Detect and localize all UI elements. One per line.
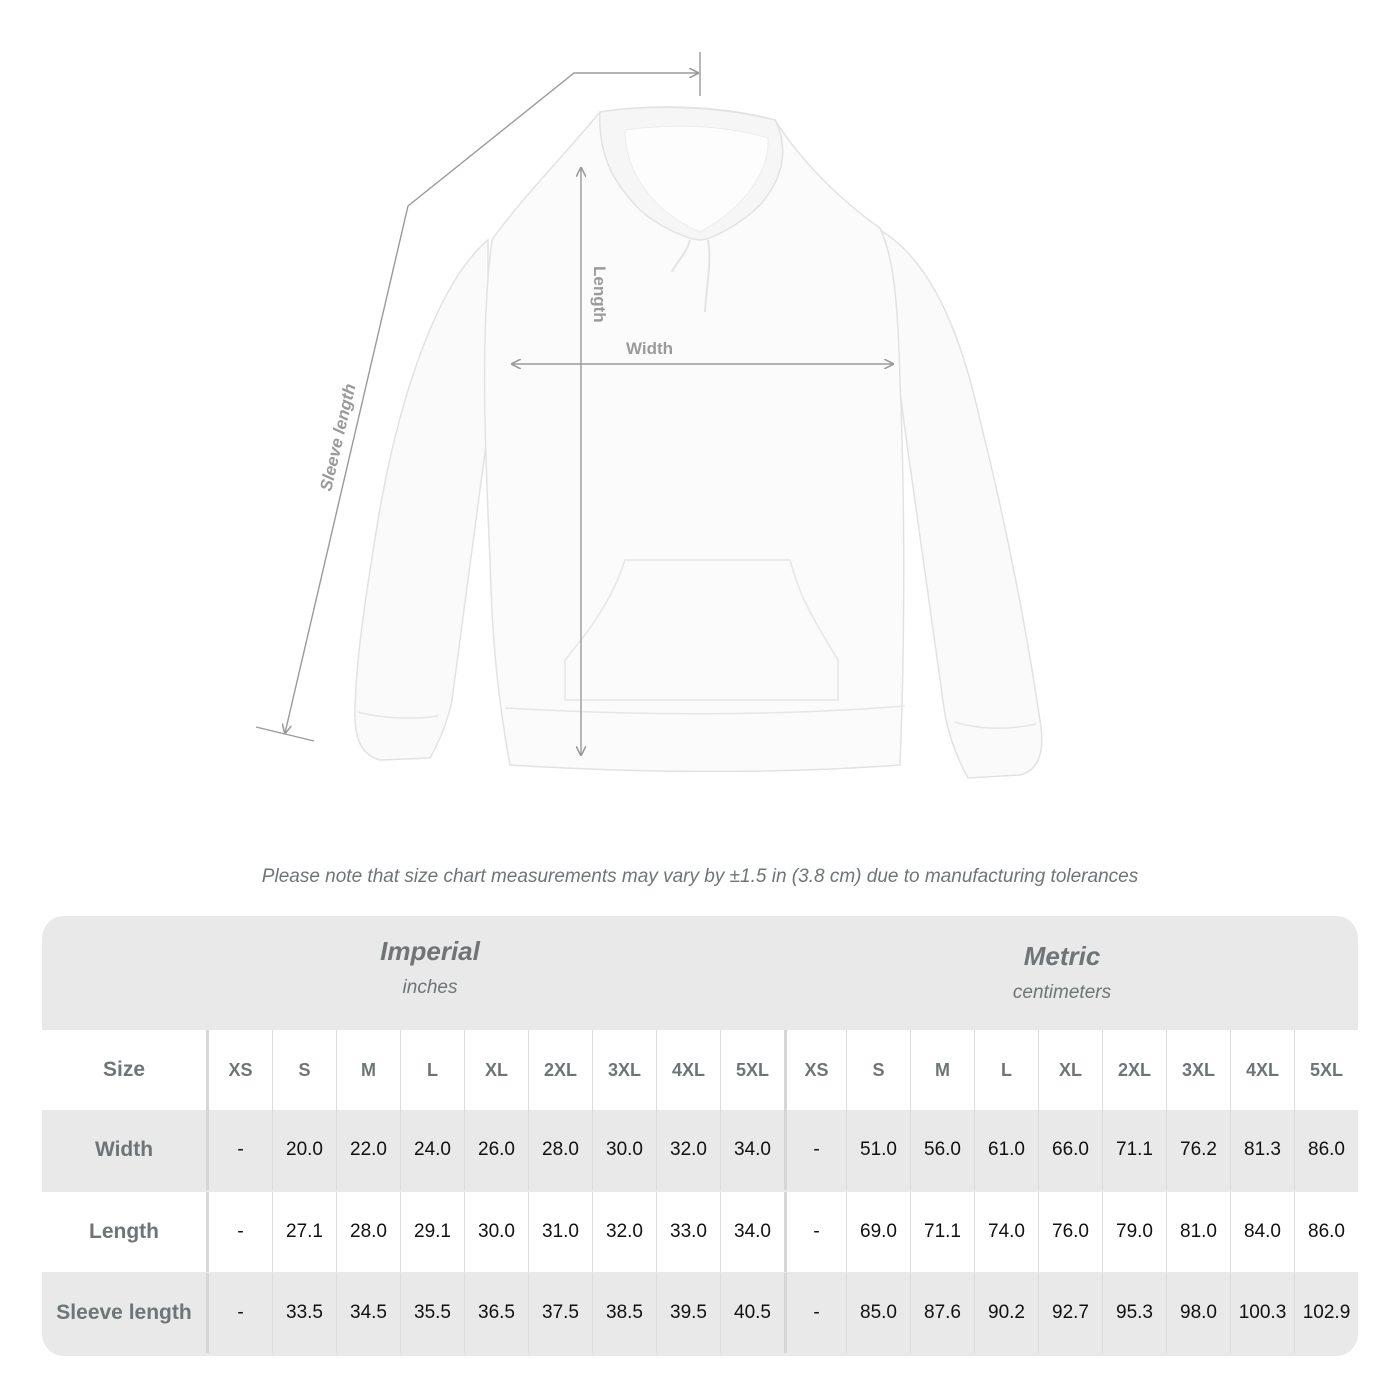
table-cell: 87.6 bbox=[910, 1273, 974, 1353]
row-label: Size bbox=[42, 1030, 209, 1110]
table-cell: 32.0 bbox=[656, 1110, 720, 1190]
size-header-cell: 3XL bbox=[592, 1030, 656, 1110]
table-cell: 74.0 bbox=[974, 1192, 1038, 1272]
left-sleeve bbox=[355, 240, 488, 760]
imperial-unit: inches bbox=[402, 977, 458, 998]
sleeve-length-label: Sleeve length bbox=[316, 381, 360, 493]
table-cell: 40.5 bbox=[720, 1273, 784, 1353]
size-header-cell: 2XL bbox=[1102, 1030, 1166, 1110]
table-cell: 86.0 bbox=[1294, 1110, 1358, 1190]
table-cell: 26.0 bbox=[464, 1110, 528, 1190]
table-cell: - bbox=[784, 1273, 846, 1353]
size-header-cell: 5XL bbox=[1294, 1030, 1358, 1110]
table-cell: 90.2 bbox=[974, 1273, 1038, 1353]
table-cell: 79.0 bbox=[1102, 1192, 1166, 1272]
length-label: Length bbox=[590, 266, 609, 323]
size-header-cell: 5XL bbox=[720, 1030, 784, 1110]
size-header-cell: 3XL bbox=[1166, 1030, 1230, 1110]
table-cell: 35.5 bbox=[400, 1273, 464, 1353]
table-cell: 100.3 bbox=[1230, 1273, 1294, 1353]
table-cell: 33.5 bbox=[272, 1273, 336, 1353]
table-cell: 84.0 bbox=[1230, 1192, 1294, 1272]
table-cell: 34.0 bbox=[720, 1110, 784, 1190]
size-header-cell: M bbox=[336, 1030, 400, 1110]
size-header-cell: L bbox=[400, 1030, 464, 1110]
table-cell: 81.3 bbox=[1230, 1110, 1294, 1190]
table-cell: 95.3 bbox=[1102, 1273, 1166, 1353]
size-header-cell: M bbox=[910, 1030, 974, 1110]
imperial-header bbox=[210, 936, 650, 999]
table-cell: 76.2 bbox=[1166, 1110, 1230, 1190]
table-cell: 71.1 bbox=[1102, 1110, 1166, 1190]
table-cell: - bbox=[237, 1221, 244, 1242]
table-cell: 20.0 bbox=[272, 1110, 336, 1190]
metric-unit: centimeters bbox=[1012, 982, 1112, 1003]
table-cell: 34.5 bbox=[336, 1273, 400, 1353]
table-cell: 69.0 bbox=[846, 1192, 910, 1272]
table-cell: 24.0 bbox=[400, 1110, 464, 1190]
table-cell: 76.0 bbox=[1038, 1192, 1102, 1272]
table-cell: 86.0 bbox=[1294, 1192, 1358, 1272]
table-cell: 29.1 bbox=[400, 1192, 464, 1272]
size-header-cell: S bbox=[272, 1030, 336, 1110]
table-cell: 85.0 bbox=[846, 1273, 910, 1353]
table-cell: 32.0 bbox=[592, 1192, 656, 1272]
size-header-cell: 4XL bbox=[656, 1030, 720, 1110]
table-cell: 36.5 bbox=[464, 1273, 528, 1353]
table-cell: 37.5 bbox=[528, 1273, 592, 1353]
table-cell: 38.5 bbox=[592, 1273, 656, 1353]
row-label: Length bbox=[42, 1192, 209, 1272]
table-cell: 34.0 bbox=[720, 1192, 784, 1272]
table-row bbox=[42, 1192, 1358, 1272]
row-label: Width bbox=[42, 1110, 209, 1190]
right-sleeve bbox=[880, 230, 1042, 778]
table-cell: 102.9 bbox=[1294, 1273, 1358, 1353]
width-label: Width bbox=[626, 339, 674, 358]
table-cell: 61.0 bbox=[974, 1110, 1038, 1190]
table-cell: 56.0 bbox=[910, 1110, 974, 1190]
hoodie-illustration bbox=[355, 107, 1042, 778]
table-cell: 28.0 bbox=[336, 1192, 400, 1272]
tolerance-note: Please note that size chart measurements may vary by ±1.5 in (3.8 cm) due to manufacturing tolerances bbox=[261, 866, 1139, 887]
size-header-row bbox=[42, 1030, 1358, 1110]
imperial-title: Imperial bbox=[380, 936, 480, 966]
table-cell: 98.0 bbox=[1166, 1273, 1230, 1353]
table-cell: 28.0 bbox=[528, 1110, 592, 1190]
table-cell: 71.1 bbox=[910, 1192, 974, 1272]
table-row bbox=[42, 1110, 1358, 1190]
size-header-cell: XS bbox=[784, 1030, 846, 1110]
size-header-cell: 2XL bbox=[528, 1030, 592, 1110]
table-cell: - bbox=[237, 1139, 244, 1160]
metric-title: Metric bbox=[1023, 941, 1101, 971]
table-cell: 33.0 bbox=[656, 1192, 720, 1272]
size-chart-table bbox=[42, 916, 1358, 1356]
table-cell: 22.0 bbox=[336, 1110, 400, 1190]
metric-header bbox=[842, 941, 1282, 1004]
table-cell: 81.0 bbox=[1166, 1192, 1230, 1272]
table-cell: 92.7 bbox=[1038, 1273, 1102, 1353]
table-cell: 39.5 bbox=[656, 1273, 720, 1353]
table-cell: - bbox=[784, 1192, 846, 1272]
table-cell: 30.0 bbox=[592, 1110, 656, 1190]
table-cell: - bbox=[784, 1110, 846, 1190]
table-cell: - bbox=[237, 1302, 244, 1323]
table-row bbox=[42, 1273, 1358, 1356]
size-header-cell: S bbox=[846, 1030, 910, 1110]
size-header-cell: XS bbox=[228, 1059, 253, 1080]
table-cell: 30.0 bbox=[464, 1192, 528, 1272]
table-cell: 27.1 bbox=[272, 1192, 336, 1272]
size-header-cell: 4XL bbox=[1230, 1030, 1294, 1110]
sleeve-start-tick bbox=[256, 727, 314, 741]
size-header-cell: L bbox=[974, 1030, 1038, 1110]
row-label: Sleeve length bbox=[42, 1273, 209, 1353]
size-header-cell: XL bbox=[464, 1030, 528, 1110]
table-cell: 31.0 bbox=[528, 1192, 592, 1272]
table-cell: 66.0 bbox=[1038, 1110, 1102, 1190]
size-header-cell: XL bbox=[1038, 1030, 1102, 1110]
table-cell: 51.0 bbox=[846, 1110, 910, 1190]
